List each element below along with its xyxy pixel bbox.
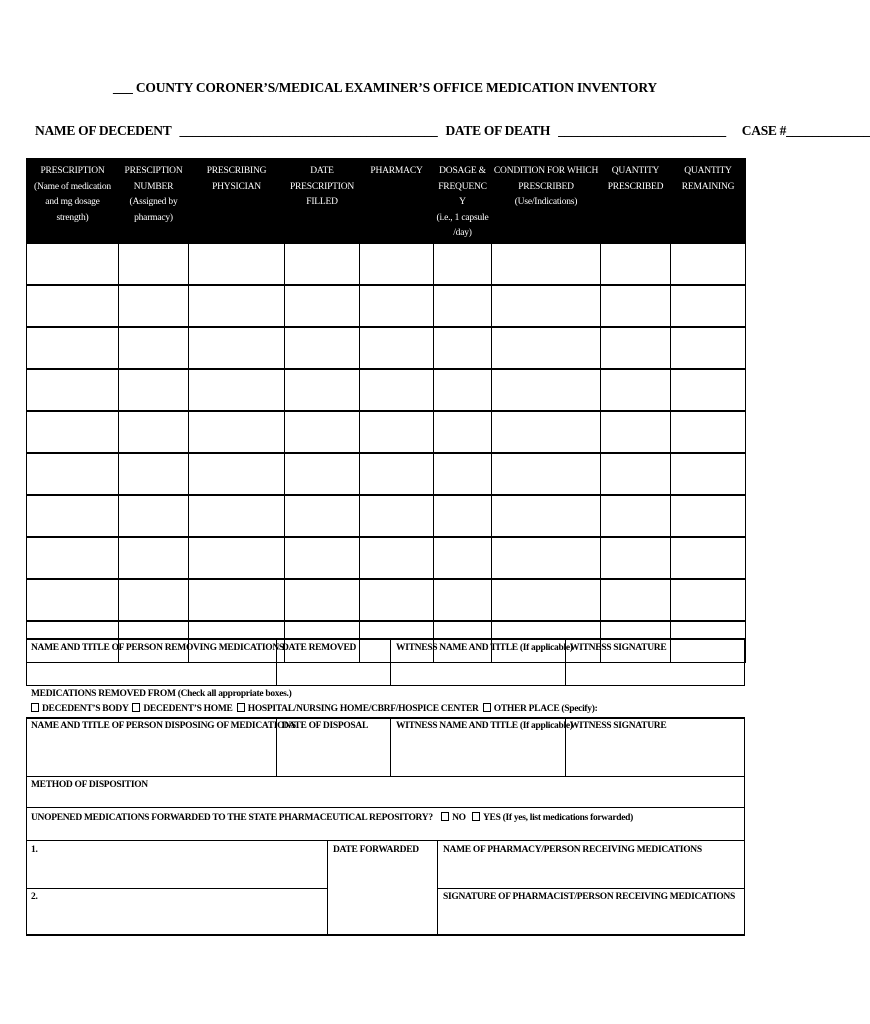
column-header-line: PRESCRIBING [206,166,267,176]
table-cell[interactable] [492,411,601,453]
table-cell[interactable] [285,411,360,453]
table-cell[interactable] [360,411,434,453]
table-cell[interactable] [492,327,601,369]
column-header-line: FREQUENC [438,181,487,192]
disposer-name-label: NAME AND TITLE OF PERSON DISPOSING OF MEDICATIONS [31,721,296,731]
column-header-4 [360,159,434,244]
table-cell[interactable] [119,369,189,411]
table-cell[interactable] [27,579,119,621]
column-header-line: QUANTITY [684,166,732,176]
table-cell[interactable] [285,285,360,327]
forwarded-item-2[interactable]: 2. [31,892,38,902]
column-header-line: Y [459,197,466,207]
date-removed-label: DATE REMOVED [282,643,357,653]
removal-signature-label: WITNESS SIGNATURE [570,643,667,653]
option-other-place: OTHER PLACE (Specify): [493,704,598,714]
disposal-witness-label: WITNESS NAME AND TITLE (If applicable) [396,721,573,731]
column-header-line: DATE [310,166,334,176]
table-cell[interactable] [119,285,189,327]
column-header-line: and mg dosage [45,197,100,207]
repository-question-text: UNOPENED MEDICATIONS FORWARDED TO THE STATE PHARMACEUTICAL REPOSITORY? [31,813,433,823]
method-of-disposition-label: METHOD OF DISPOSITION [31,780,148,790]
column-header-line: CONDITION FOR WHICH [493,166,599,176]
date-of-death-label: DATE OF DEATH [445,123,551,138]
option-hospital: HOSPITAL/NURSING HOME/CBRF/HOSPICE CENTER [247,704,479,714]
date-of-death-field[interactable]: __________________________ [558,123,726,138]
table-cell[interactable] [285,495,360,537]
table-cell[interactable] [119,243,189,285]
table-cell[interactable] [285,537,360,579]
table-cell[interactable] [27,243,119,285]
table-cell[interactable] [360,537,434,579]
column-header-3 [285,159,360,244]
table-cell[interactable] [671,369,746,411]
receiver-signature-label: SIGNATURE OF PHARMACIST/PERSON RECEIVING MEDICATIONS [443,892,735,902]
column-header-line: PRESCIPTION [124,166,183,176]
table-cell[interactable] [601,411,671,453]
table-cell[interactable] [492,453,601,495]
table-row [27,411,746,453]
checkbox-decedents-body[interactable] [31,703,39,712]
table-cell[interactable] [27,495,119,537]
checkbox-no[interactable] [441,812,449,821]
table-cell[interactable] [119,453,189,495]
case-number-label: CASE # [741,123,787,138]
table-cell[interactable] [601,285,671,327]
table-cell[interactable] [360,285,434,327]
table-cell[interactable] [27,453,119,495]
table-cell[interactable] [285,579,360,621]
table-cell[interactable] [671,537,746,579]
table-cell[interactable] [671,453,746,495]
table-cell[interactable] [360,369,434,411]
table-cell[interactable] [119,537,189,579]
table-row [27,327,746,369]
option-no: NO [452,813,466,823]
table-cell[interactable] [671,411,746,453]
table-cell[interactable] [189,243,285,285]
table-cell[interactable] [285,327,360,369]
decedent-name-label: NAME OF DECEDENT [35,123,172,138]
table-cell[interactable] [671,327,746,369]
column-header-6 [492,159,601,244]
column-header-line: strength) [56,212,89,223]
table-cell[interactable] [27,411,119,453]
table-cell[interactable] [434,579,492,621]
checkbox-other-place[interactable] [483,703,491,712]
table-cell[interactable] [492,369,601,411]
table-cell[interactable] [434,453,492,495]
column-header-line: PRESCRIPTION [40,166,105,176]
option-decedents-home: DECEDENT’S HOME [143,704,233,714]
table-cell[interactable] [671,285,746,327]
removed-from-label: MEDICATIONS REMOVED FROM (Check all appropriate boxes.) [31,689,292,699]
date-of-disposal-label: DATE OF DISPOSAL [282,721,368,731]
column-header-line: PHARMACY [370,166,423,176]
form-title: ___ COUNTY CORONER’S/MEDICAL EXAMINER’S OFFICE MEDICATION INVENTORY [113,80,657,95]
table-cell[interactable] [189,411,285,453]
column-header-line: PRESCRIBED [518,181,574,192]
table-cell[interactable] [27,369,119,411]
table-cell[interactable] [119,411,189,453]
table-cell[interactable] [119,327,189,369]
checkbox-decedents-home[interactable] [132,703,140,712]
column-header-5 [434,159,492,244]
option-yes: YES (If yes, list medications forwarded) [482,813,633,823]
table-cell[interactable] [434,285,492,327]
table-row [27,579,746,621]
column-header-8 [671,159,746,244]
table-cell[interactable] [285,243,360,285]
column-header-line: (Assigned by [129,197,178,207]
column-header-line: PHYSICIAN [212,181,261,192]
repository-question [31,812,633,823]
table-cell[interactable] [27,285,119,327]
decedent-name-field[interactable]: ________________________________________ [179,123,438,138]
date-forwarded-label: DATE FORWARDED [333,845,419,855]
column-header-line: (Use/Indications) [514,197,578,207]
table-cell[interactable] [189,537,285,579]
table-cell[interactable] [360,327,434,369]
table-cell[interactable] [434,243,492,285]
table-cell[interactable] [601,243,671,285]
option-decedents-body: DECEDENT’S BODY [42,704,129,714]
table-row [27,537,746,579]
table-cell[interactable] [119,579,189,621]
table-cell[interactable] [189,495,285,537]
table-cell[interactable] [189,327,285,369]
column-header-line: DOSAGE & [439,166,486,176]
table-row [27,495,746,537]
table-cell[interactable] [285,369,360,411]
removed-from-options [31,703,597,714]
column-header-line: /day) [453,228,472,238]
column-header-line: PRESCRIBED [607,181,664,192]
table-cell[interactable] [492,495,601,537]
table-body [27,243,746,663]
removal-witness-label: WITNESS NAME AND TITLE (If applicable) [396,643,573,653]
column-header-line: pharmacy) [134,212,173,223]
table-cell[interactable] [360,453,434,495]
column-header-line: FILLED [306,197,338,207]
table-cell[interactable] [492,243,601,285]
table-cell[interactable] [601,327,671,369]
column-header-1 [119,159,189,244]
table-cell[interactable] [601,369,671,411]
table-cell[interactable] [434,537,492,579]
column-header-line: (Name of medication [34,181,111,192]
table-cell[interactable] [189,453,285,495]
forwarded-item-1[interactable]: 1. [31,845,38,855]
column-header-line: REMAINING [681,181,735,192]
column-header-line: NUMBER [133,181,174,192]
table-cell[interactable] [285,453,360,495]
column-header-2 [189,159,285,244]
disposal-signature-label: WITNESS SIGNATURE [570,721,667,731]
table-cell[interactable] [189,369,285,411]
decedent-info-line [35,123,870,139]
table-row [27,285,746,327]
table-cell[interactable] [189,579,285,621]
case-number-field[interactable]: _____________ [786,123,870,138]
table-row [27,453,746,495]
medication-table [26,158,746,663]
table-cell[interactable] [434,369,492,411]
table-cell[interactable] [360,579,434,621]
table-cell[interactable] [671,243,746,285]
table-cell[interactable] [27,537,119,579]
table-cell[interactable] [27,327,119,369]
table-row [27,369,746,411]
table-cell[interactable] [492,285,601,327]
table-cell[interactable] [601,495,671,537]
table-cell[interactable] [360,495,434,537]
table-cell[interactable] [601,453,671,495]
table-cell[interactable] [671,495,746,537]
table-cell[interactable] [601,579,671,621]
column-header-0 [27,159,119,244]
table-cell[interactable] [492,579,601,621]
table-cell[interactable] [434,411,492,453]
column-header-line: (i.e., 1 capsule [436,212,489,223]
table-cell[interactable] [601,537,671,579]
column-header-7 [601,159,671,244]
table-row [27,243,746,285]
table-header-row [27,159,746,244]
table-cell[interactable] [492,537,601,579]
table-cell[interactable] [360,243,434,285]
receiver-name-label: NAME OF PHARMACY/PERSON RECEIVING MEDICATIONS [443,845,702,855]
column-header-line: QUANTITY [611,166,660,176]
table-cell[interactable] [671,579,746,621]
table-cell[interactable] [434,495,492,537]
checkbox-yes[interactable] [472,812,480,821]
table-cell[interactable] [189,285,285,327]
column-header-line: PRESCRIPTION [289,181,355,192]
checkbox-hospital[interactable] [237,703,245,712]
table-cell[interactable] [119,495,189,537]
remover-name-label: NAME AND TITLE OF PERSON REMOVING MEDICATIONS [31,643,284,653]
table-cell[interactable] [434,327,492,369]
